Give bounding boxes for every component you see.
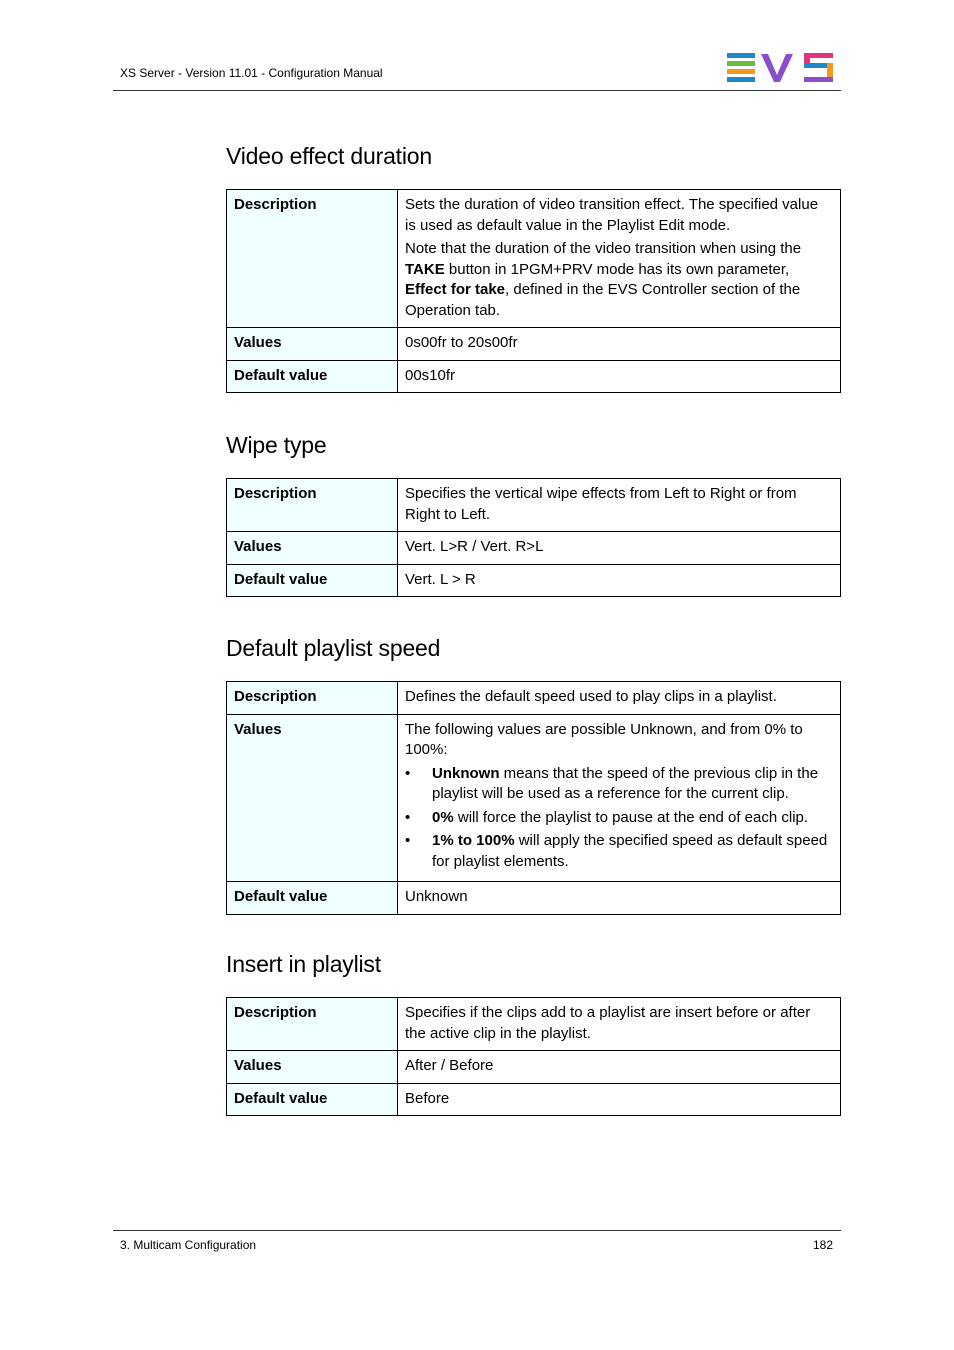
default-value-value: Before [398, 1083, 841, 1116]
description-label: Description [227, 190, 398, 328]
table-row [227, 328, 841, 361]
bullet-term: 1% to 100% [432, 832, 515, 849]
page-number: 182 [812, 1238, 833, 1252]
default-value-value: Vert. L > R [398, 564, 841, 597]
table-row [227, 360, 841, 393]
header-rule [113, 90, 841, 91]
evs-logo [726, 53, 834, 83]
running-header-title: XS Server - Version 11.01 - Configuration Manual [120, 66, 383, 80]
default-value-label: Default value [227, 1083, 398, 1116]
table-row [227, 479, 841, 532]
footer-rule [113, 1230, 841, 1231]
default-playlist-speed-table [226, 681, 841, 915]
values-bullet-list [405, 764, 833, 873]
default-value-value: Unknown [398, 882, 841, 915]
footer-chapter: 3. Multicam Configuration [120, 1238, 257, 1252]
description-value [398, 190, 841, 328]
note-effect-for-take-bold: Effect for take [405, 281, 506, 298]
table-row [227, 882, 841, 915]
bullet-text: will force the playlist to pause at the end of each clip. [453, 808, 809, 826]
description-value: Specifies the vertical wipe effects from Left to Right or from Right to Left. [398, 479, 841, 532]
description-label: Description [227, 998, 398, 1051]
video-effect-duration-table [226, 189, 841, 393]
section-title-wipe-type: Wipe type [226, 432, 327, 458]
values-value: 0s00fr to 20s00fr [398, 328, 841, 361]
note-text: , defined in the EVS Controller section of the Operation tab. [405, 281, 801, 319]
default-value-value: 00s10fr [398, 360, 841, 393]
table-row [227, 998, 841, 1051]
default-value-label: Default value [227, 360, 398, 393]
description-value: Defines the default speed used to play clips in a playlist. [398, 682, 841, 715]
description-label: Description [227, 682, 398, 715]
section-title-default-playlist-speed: Default playlist speed [226, 635, 441, 661]
values-intro: The following values are possible Unknown, and from 0% to 100%: [405, 720, 803, 758]
list-item [405, 831, 833, 872]
default-value-label: Default value [227, 564, 398, 597]
table-row [227, 682, 841, 715]
values-value: After / Before [398, 1051, 841, 1084]
description-label: Description [227, 479, 398, 532]
description-note [405, 239, 833, 321]
note-text: Note that the duration of the video transition when using the [405, 240, 802, 257]
section-title-insert-in-playlist: Insert in playlist [226, 951, 381, 977]
section-title-video-effect-duration: Video effect duration [226, 143, 432, 169]
note-take-bold: TAKE [405, 260, 445, 278]
values-label: Values [227, 328, 398, 361]
insert-in-playlist-table [226, 997, 841, 1116]
bullet-term: Unknown [432, 764, 500, 782]
default-value-label: Default value [227, 882, 398, 915]
description-value: Specifies if the clips add to a playlist are insert before or after the active clip in the playlist. [398, 998, 841, 1051]
bullet-term: 0% [432, 808, 454, 826]
table-row [227, 532, 841, 565]
bullet-text: will apply the specified speed as default speed for playlist elements. [432, 832, 828, 870]
list-item [405, 808, 833, 829]
table-row [227, 714, 841, 882]
values-label: Values [227, 1051, 398, 1084]
table-row [227, 1051, 841, 1084]
table-row [227, 190, 841, 328]
values-value [398, 714, 841, 882]
values-value: Vert. L>R / Vert. R>L [398, 532, 841, 565]
table-row [227, 1083, 841, 1116]
values-label: Values [227, 714, 398, 882]
description-paragraph: Sets the duration of video transition effect. The specified value is used as default value in the Playlist Edit mode. [405, 196, 819, 234]
note-text: button in 1PGM+PRV mode has its own parameter, [444, 260, 790, 278]
wipe-type-table [226, 478, 841, 597]
list-item [405, 764, 833, 805]
bullet-text: means that the speed of the previous clip in the playlist will be used as a reference for the current clip. [432, 764, 819, 802]
values-label: Values [227, 532, 398, 565]
table-row [227, 564, 841, 597]
